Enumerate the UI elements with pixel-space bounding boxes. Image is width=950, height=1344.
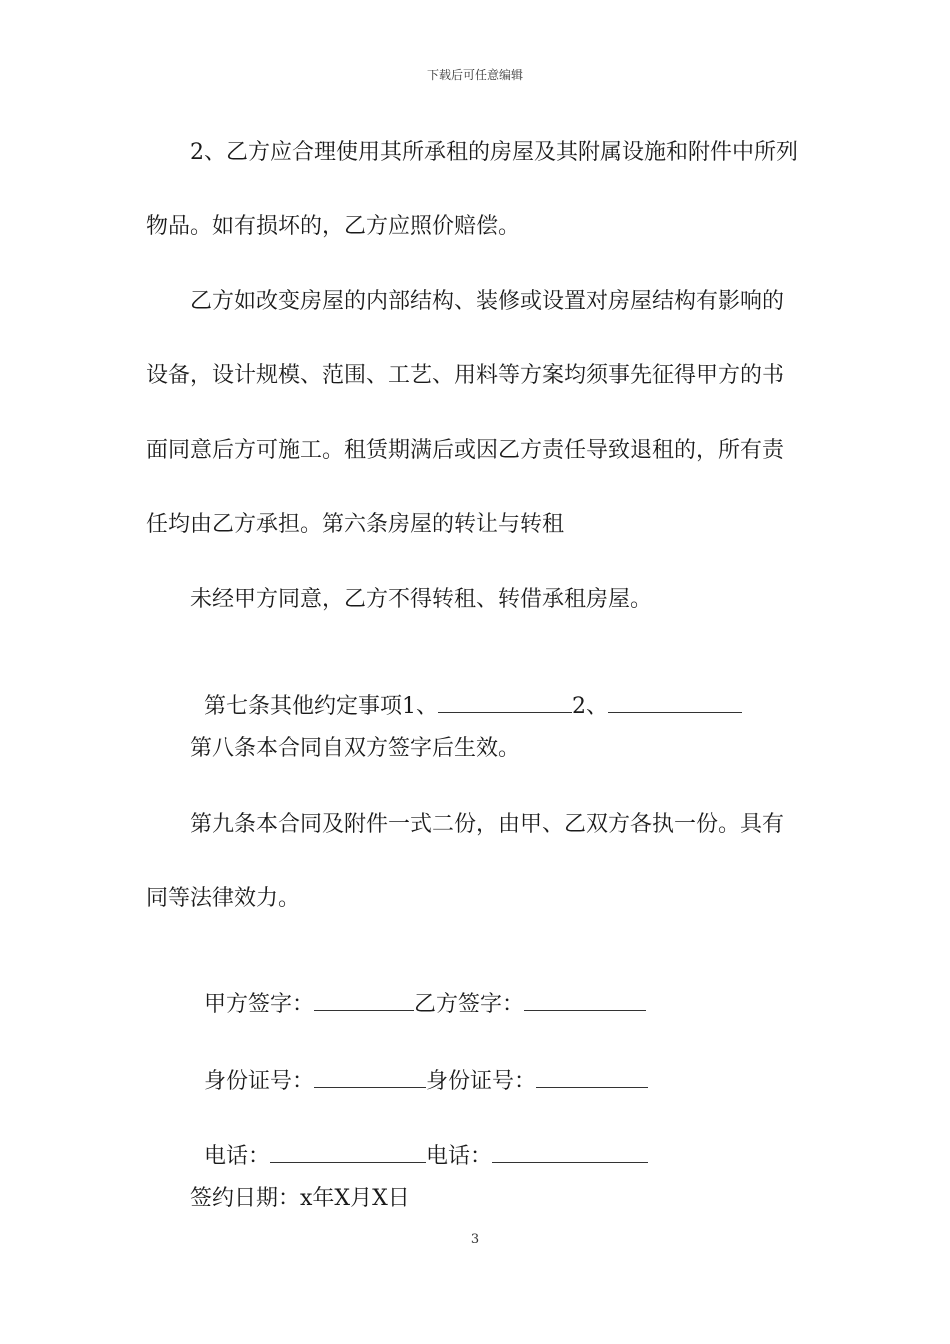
party-b-id-label: 身份证号： [426,1069,537,1094]
party-b-phone-label: 电话： [426,1144,493,1169]
article-8: 第八条本合同自双方签字后生效。 [190,736,521,761]
paragraph-line: 任均由乙方承担。第六条房屋的转让与转租 [146,512,565,537]
paragraph-line: 物品。如有损坏的，乙方应照价赔偿。 [146,214,521,239]
page-number: 3 [470,1232,480,1247]
party-a-id-label: 身份证号： [204,1069,315,1094]
article-7-line [190,660,742,722]
phone-row [190,1110,648,1172]
party-a-signature-label: 甲方签字： [204,992,315,1017]
party-b-id-blank [536,1065,648,1088]
blank-field-1 [438,690,572,713]
article-7-mid: 2、 [572,694,608,719]
party-a-phone-label: 电话： [204,1144,271,1169]
article-9-line: 第九条本合同及附件一式二份，由甲、乙双方各执一份。具有 [190,812,785,837]
party-a-signature-blank [314,988,414,1011]
paragraph-line: 乙方如改变房屋的内部结构、装修或设置对房屋结构有影响的 [190,289,785,314]
party-a-id-blank [314,1065,426,1088]
article-7-prefix: 第七条其他约定事项1、 [204,694,438,719]
party-b-phone-blank [492,1140,648,1163]
signing-date: 签约日期：x年X月X日 [190,1186,410,1211]
party-b-signature-blank [524,988,646,1011]
signature-row [190,958,646,1020]
paragraph-line: 2、乙方应合理使用其所承租的房屋及其附属设施和附件中所列 [190,140,798,165]
party-a-phone-blank [270,1140,426,1163]
party-b-signature-label: 乙方签字： [414,992,525,1017]
article-9-line: 同等法律效力。 [146,886,301,911]
page-header: 下载后可任意编辑 [426,68,523,82]
paragraph-line: 设备，设计规模、范围、工艺、用料等方案均须事先征得甲方的书 [146,363,785,388]
paragraph-line: 面同意后方可施工。租赁期满后或因乙方责任导致退租的，所有责 [146,438,785,463]
paragraph-line: 未经甲方同意，乙方不得转租、转借承租房屋。 [190,587,653,612]
blank-field-2 [608,690,742,713]
id-row [190,1035,648,1097]
